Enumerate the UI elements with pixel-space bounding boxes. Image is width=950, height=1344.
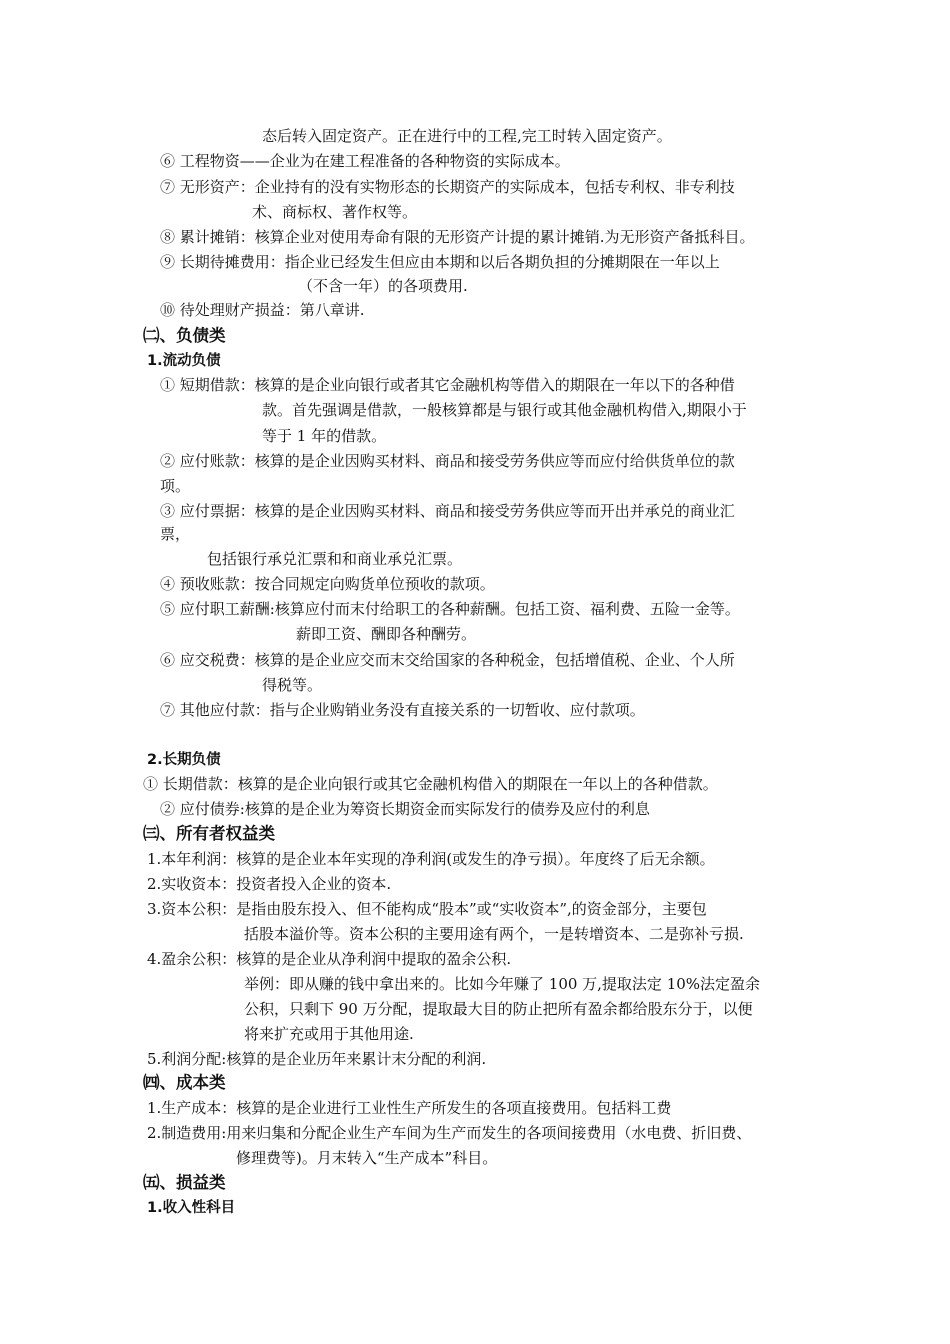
section-heading: ㈣、成本类 — [143, 1073, 226, 1092]
text-line: ⑨ 长期待摊费用：指企业已经发生但应由本期和以后各期负担的分摊期限在一年以上 — [160, 253, 720, 271]
text-line: ⑩ 待处理财产损益：第八章讲. — [160, 301, 365, 319]
text-line: ⑦ 其他应付款：指与企业购销业务没有直接关系的一切暂收、应付款项。 — [160, 701, 645, 719]
text-line: 薪即工资、酬即各种酬劳。 — [296, 625, 477, 643]
text-line: 将来扩充或用于其他用途. — [244, 1025, 414, 1043]
text-line: ② 应付债券:核算的是企业为筹资长期资金而实际发行的债券及应付的利息 — [160, 800, 650, 818]
text-line: ③ 应付票据：核算的是企业因购买材料、商品和接受劳务供应等而开出并承兑的商业汇 — [160, 502, 735, 520]
text-line: ② 应付账款：核算的是企业因购买材料、商品和接受劳务供应等而应付给供货单位的款 — [160, 452, 735, 470]
text-line: 项。 — [160, 477, 191, 495]
text-line: 包括银行承兑汇票和和商业承兑汇票。 — [207, 550, 463, 568]
text-line: ⑥ 应交税费：核算的是企业应交而末交给国家的各种税金，包括增值税、企业、个人所 — [160, 651, 735, 669]
text-line: ⑤ 应付职工薪酬:核算应付而末付给职工的各种薪酬。包括工资、福利费、五险一金等。 — [160, 600, 740, 618]
text-line: 款。首先强调是借款，一般核算都是与银行或其他金融机构借入,期限小于 — [262, 401, 747, 419]
section-heading: ㈤、损益类 — [143, 1173, 226, 1192]
text-line: 态后转入固定资产。正在进行中的工程,完工时转入固定资产。 — [262, 127, 672, 145]
text-line: 修理费等)。月末转入“生产成本”科目。 — [236, 1149, 498, 1167]
text-line: 术、商标权、著作权等。 — [252, 203, 418, 221]
subsection-heading: 1.流动负债 — [147, 353, 221, 369]
text-line: 举例：即从赚的钱中拿出来的。比如今年赚了 100 万,提取法定 10%法定盈余 — [244, 975, 761, 993]
subsection-heading: 1.收入性科目 — [147, 1200, 236, 1216]
text-line: 得税等。 — [262, 676, 323, 694]
text-line: 4.盈余公积：核算的是企业从净利润中提取的盈余公积. — [147, 950, 512, 968]
section-heading: ㈡、负债类 — [143, 326, 226, 345]
text-line: ④ 预收账款：按合同规定向购货单位预收的款项。 — [160, 575, 495, 593]
text-line: 票， — [160, 525, 191, 543]
text-line: 3.资本公积：是指由股东投入、但不能构成“股本”或“实收资本”,的资金部分，主要包 — [147, 900, 707, 918]
text-line: ① 短期借款：核算的是企业向银行或者其它金融机构等借入的期限在一年以下的各种借 — [160, 376, 735, 394]
text-line: 2.制造费用:用来归集和分配企业生产车间为生产而发生的各项间接费用（水电费、折旧费、 — [147, 1124, 752, 1142]
section-heading: ㈢、所有者权益类 — [143, 824, 275, 843]
text-line: ① 长期借款：核算的是企业向银行或其它金融机构借入的期限在一年以上的各种借款。 — [143, 775, 718, 793]
text-line: 等于 1 年的借款。 — [262, 427, 387, 445]
text-line: （不含一年）的各项费用. — [298, 277, 468, 295]
text-line: 1.生产成本：核算的是企业进行工业性生产所发生的各项直接费用。包括料工费 — [147, 1099, 672, 1117]
text-line: 括股本溢价等。资本公积的主要用途有两个，一是转增资本、二是弥补亏损. — [244, 925, 744, 943]
text-line: 公积，只剩下 90 万分配，提取最大目的防止把所有盈余都给股东分于，以便 — [244, 1000, 753, 1018]
subsection-heading: 2.长期负债 — [147, 752, 221, 768]
text-line: 2.实收资本：投资者投入企业的资本. — [147, 875, 392, 893]
text-line: 5.利润分配:核算的是企业历年来累计末分配的利润. — [147, 1050, 487, 1068]
text-line: ⑦ 无形资产：企业持有的没有实物形态的长期资产的实际成本，包括专利权、非专利技 — [160, 178, 735, 196]
text-line: 1.本年利润：核算的是企业本年实现的净利润(或发生的净亏损）。年度终了后无余额。 — [147, 850, 715, 868]
text-line: ⑧ 累计摊销：核算企业对使用寿命有限的无形资产计提的累计摊销.为无形资产备抵科目。 — [160, 228, 755, 246]
text-line: ⑥ 工程物资——企业为在建工程准备的各种物资的实际成本。 — [160, 152, 570, 170]
